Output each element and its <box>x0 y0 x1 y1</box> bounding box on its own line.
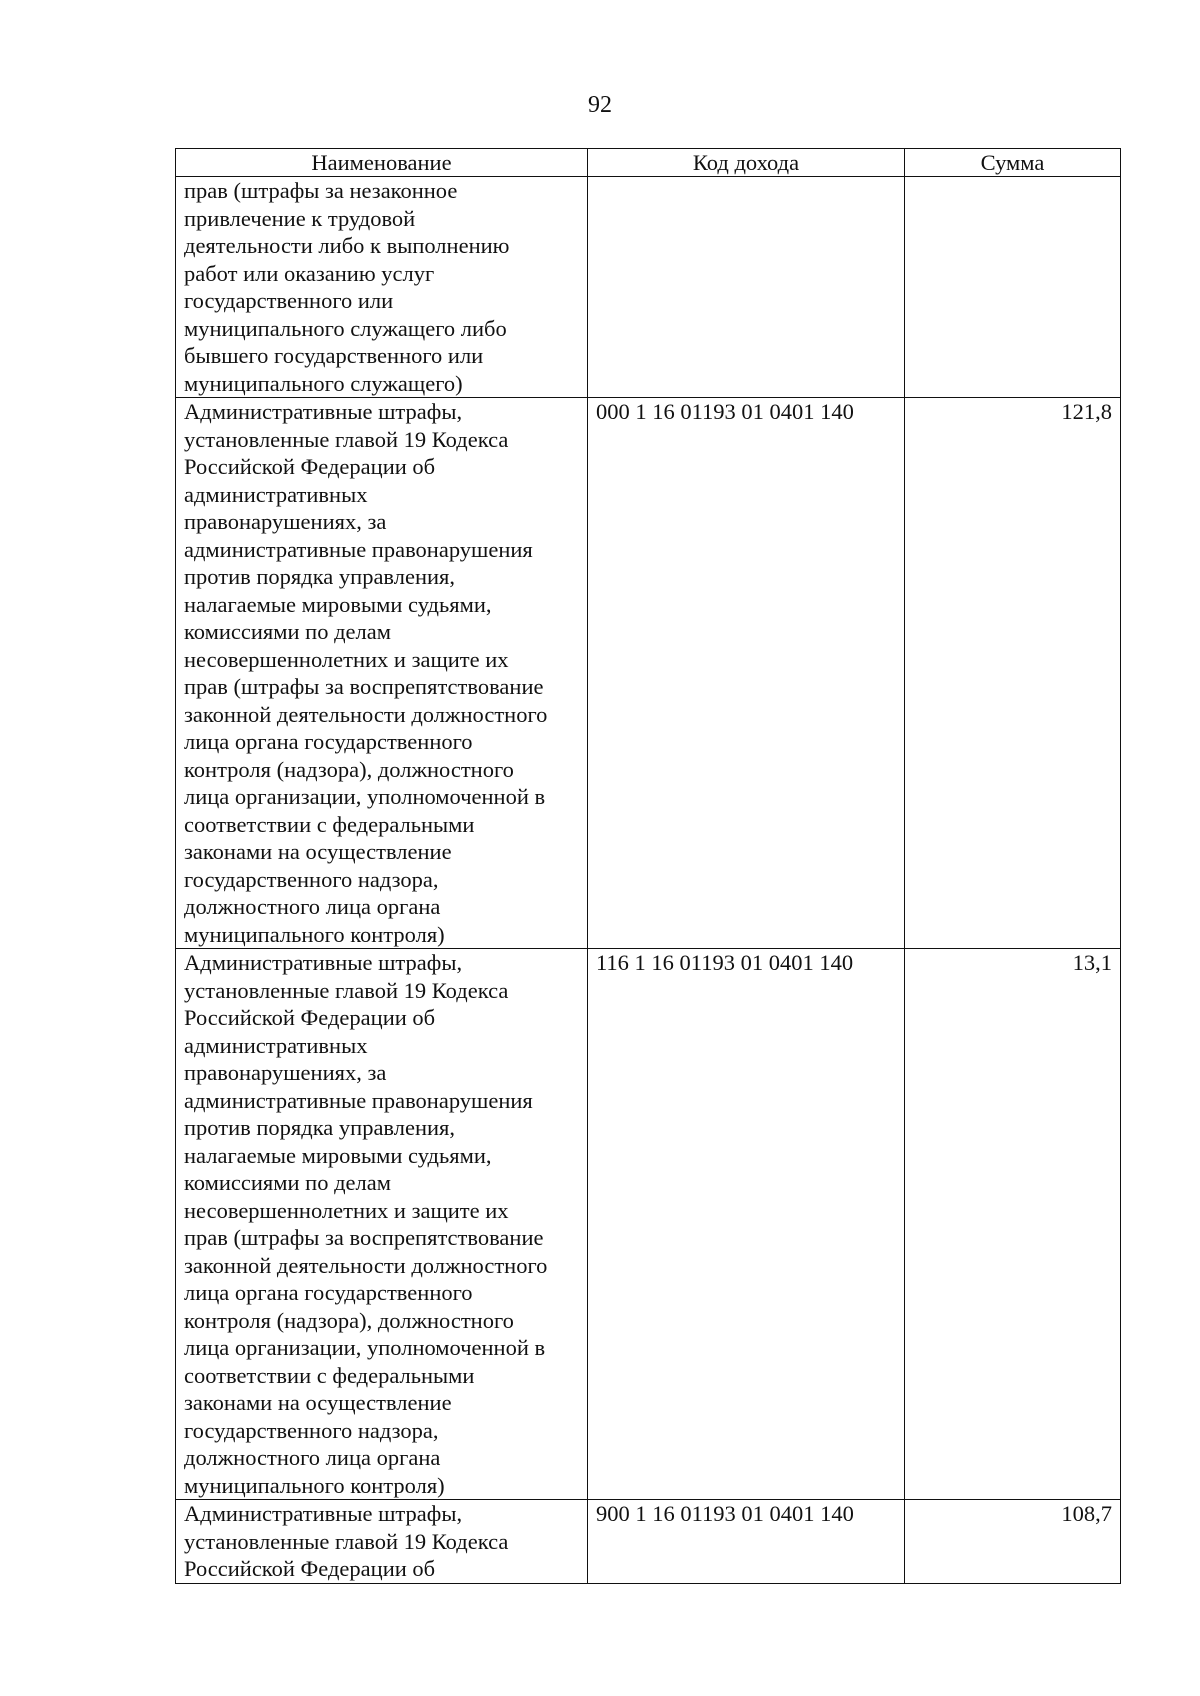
name-line: привлечение к трудовой <box>184 205 416 231</box>
name-line: прав (штрафы за незаконное <box>184 178 458 203</box>
name-line: соответствии с федеральными <box>184 811 475 837</box>
name-line: законами на осуществление <box>184 839 452 864</box>
name-line: против порядка управления, <box>184 564 456 589</box>
name-line: деятельности либо к выполнению <box>184 233 510 258</box>
name-line: муниципального контроля) <box>184 921 445 947</box>
name-line: лица органа государственного <box>184 729 473 754</box>
cell-sum: 121,8 <box>905 398 1121 949</box>
name-line: контроля (надзора), должностного <box>184 756 514 782</box>
name-line: законной деятельности должностного <box>184 701 548 727</box>
name-line: административные правонарушения <box>184 1087 533 1113</box>
name-line: муниципального служащего либо <box>184 315 507 341</box>
name-line: Административные штрафы, <box>184 950 463 975</box>
name-line: несовершеннолетних и защите их <box>184 646 509 672</box>
name-line: муниципального служащего) <box>184 370 463 396</box>
name-line: прав (штрафы за воспрепятствование <box>184 674 544 699</box>
table-row <box>176 949 1121 1500</box>
name-line: лица органа государственного <box>184 1280 473 1305</box>
name-line: законами на осуществление <box>184 1390 452 1415</box>
cell-income-code: 116 1 16 01193 01 0401 140 <box>588 949 905 1500</box>
name-line: правонарушениях, за <box>184 1060 387 1085</box>
name-line: против порядка управления, <box>184 1115 456 1140</box>
name-line: административных <box>184 481 368 507</box>
name-line: комиссиями по делам <box>184 1170 391 1195</box>
name-line: муниципального контроля) <box>184 1472 445 1498</box>
cell-name <box>176 949 588 1500</box>
name-line: государственного надзора, <box>184 866 439 892</box>
name-line: Российской Федерации об <box>184 1005 436 1030</box>
cell-sum: 13,1 <box>905 949 1121 1500</box>
name-line: прав (штрафы за воспрепятствование <box>184 1225 544 1250</box>
name-line: должностного лица органа <box>184 1445 441 1470</box>
table-body <box>176 177 1121 1584</box>
cell-name <box>176 1500 588 1584</box>
name-line: работ или оказанию услуг <box>184 260 435 286</box>
cell-sum: 108,7 <box>905 1500 1121 1584</box>
name-line: лица организации, уполномоченной в <box>184 1335 546 1360</box>
name-line: бывшего государственного или <box>184 343 484 368</box>
name-line: Административные штрафы, <box>184 1501 463 1526</box>
table-header-row <box>176 149 1121 177</box>
name-line: законной деятельности должностного <box>184 1252 548 1278</box>
header-name: Наименование <box>176 149 588 177</box>
name-line: административных <box>184 1032 368 1058</box>
cell-name <box>176 177 588 398</box>
name-line: установленные главой 19 Кодекса <box>184 426 509 452</box>
name-line: лица организации, уполномоченной в <box>184 784 546 809</box>
header-sum: Сумма <box>905 149 1121 177</box>
name-line: должностного лица органа <box>184 894 441 919</box>
name-line: установленные главой 19 Кодекса <box>184 977 509 1003</box>
name-line: соответствии с федеральными <box>184 1362 475 1388</box>
name-line: Российской Федерации об <box>184 454 436 479</box>
name-line: Административные штрафы, <box>184 399 463 424</box>
name-line: налагаемые мировыми судьями, <box>184 1142 492 1168</box>
revenue-table <box>175 148 1121 1584</box>
table-row <box>176 177 1121 398</box>
cell-sum <box>905 177 1121 398</box>
name-line: установленные главой 19 Кодекса <box>184 1528 509 1554</box>
name-line: налагаемые мировыми судьями, <box>184 591 492 617</box>
header-code: Код дохода <box>588 149 905 177</box>
table-row <box>176 1500 1121 1584</box>
table-row <box>176 398 1121 949</box>
name-line: Российской Федерации об <box>184 1556 436 1581</box>
name-line: государственного или <box>184 288 394 313</box>
cell-income-code <box>588 177 905 398</box>
cell-income-code: 000 1 16 01193 01 0401 140 <box>588 398 905 949</box>
cell-income-code: 900 1 16 01193 01 0401 140 <box>588 1500 905 1584</box>
name-line: комиссиями по делам <box>184 619 391 644</box>
cell-name <box>176 398 588 949</box>
name-line: несовершеннолетних и защите их <box>184 1197 509 1223</box>
name-line: государственного надзора, <box>184 1417 439 1443</box>
name-line: административные правонарушения <box>184 536 533 562</box>
page-number: 92 <box>588 92 612 118</box>
name-line: правонарушениях, за <box>184 509 387 534</box>
name-line: контроля (надзора), должностного <box>184 1307 514 1333</box>
